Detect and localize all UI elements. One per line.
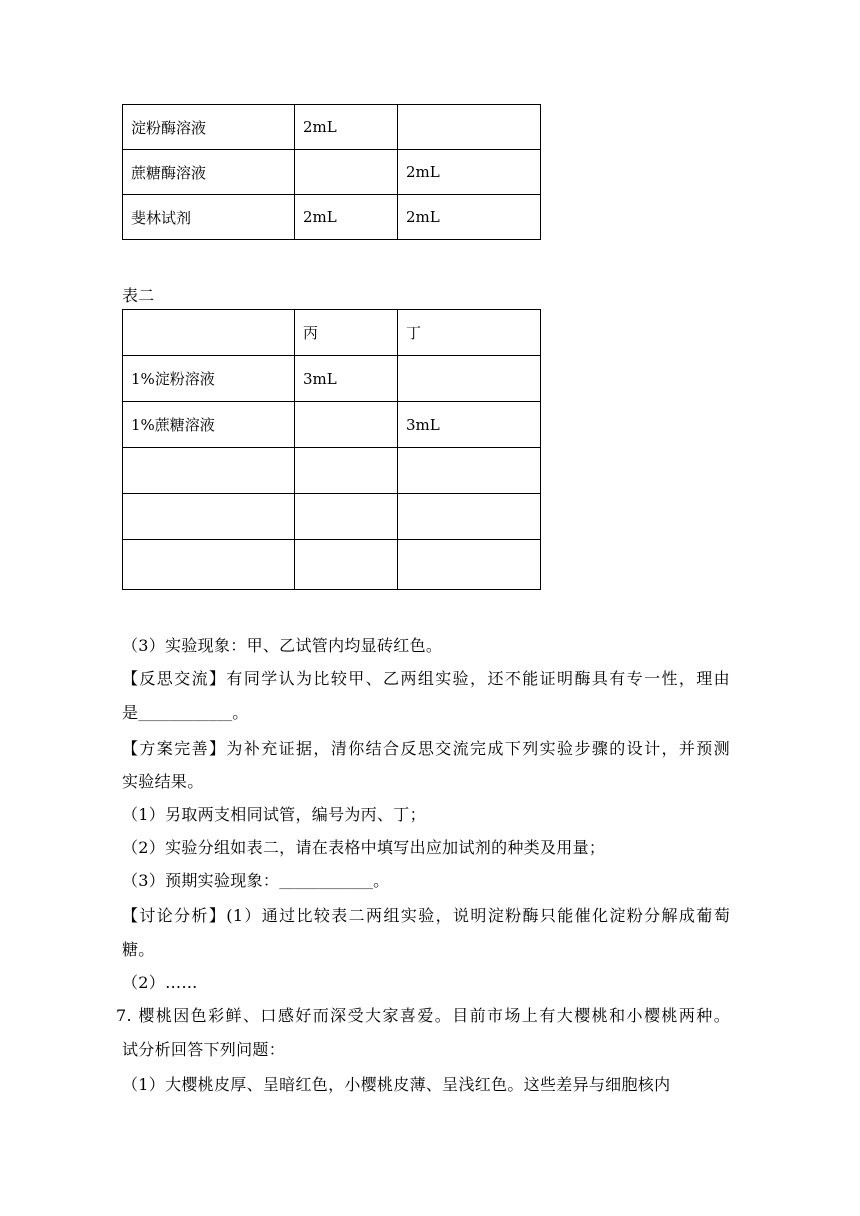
question-7-part-1: （1）大樱桃皮厚、呈暗红色，小樱桃皮薄、呈浅红色。这些差异与细胞核内 [122,1075,671,1094]
plan-line-2: 实验结果。 [122,772,204,791]
table-header-cell: 丙 [295,310,398,356]
reagent-table-1 [122,104,541,240]
table-header-cell [123,310,295,356]
table-cell [295,448,398,494]
table-cell [398,356,541,402]
table-row [123,402,541,448]
reflection-line-2 [122,700,249,723]
discussion-line-2: 糖。 [122,940,155,959]
table-cell [123,494,295,540]
table-cell: 1%淀粉溶液 [123,356,295,402]
step-1: （1）另取两支相同试管，编号为丙、丁； [122,805,426,824]
table-row [123,494,541,540]
text-fragment: 。 [232,703,249,722]
table-cell [295,150,398,195]
discussion-item-2: （2）…… [122,973,198,992]
table-cell [123,540,295,590]
table-row [123,195,541,240]
table-cell: 蔗糖酶溶液 [123,150,295,195]
discussion-line-1: 【讨论分析】(1）通过比较表二两组实验，说明淀粉酶只能催化淀粉分解成葡萄 [122,906,730,925]
text-fragment: 。 [373,871,390,890]
table-cell [398,494,541,540]
text-fragment: （3）预期实验现象： [122,871,280,890]
table-row [123,105,541,150]
table-cell: 3mL [398,402,541,448]
table-cell [123,448,295,494]
table-cell: 2mL [398,195,541,240]
table-cell [398,448,541,494]
table-caption: 表二 [122,286,155,305]
reflection-line-1: 【反思交流】有同学认为比较甲、乙两组实验，还不能证明酶具有专一性，理由 [122,669,730,688]
text-fragment: 是 [122,703,139,722]
table-cell [398,105,541,150]
reagent-table-2 [122,309,541,590]
table-cell: 斐林试剂 [123,195,295,240]
step-2: （2）实验分组如表二，请在表格中填写出应加试剂的种类及用量； [122,838,606,857]
table-header-cell: 丁 [398,310,541,356]
answer-blank: ____________ [138,707,233,722]
table-cell [295,494,398,540]
table-row [123,448,541,494]
table-cell: 1%蔗糖溶液 [123,402,295,448]
table-header-row [123,310,541,356]
question-7-line-1: 7. 樱桃因色彩鲜、口感好而深受大家喜爱。目前市场上有大樱桃和小樱桃两种。 [116,1006,730,1025]
step-3 [122,868,389,891]
table-cell: 2mL [295,195,398,240]
answer-blank: ____________ [279,875,374,890]
table-row [123,356,541,402]
plan-line-1: 【方案完善】为补充证据，清你结合反思交流完成下列实验步骤的设计，并预测 [122,739,730,758]
table-cell: 3mL [295,356,398,402]
table-row [123,150,541,195]
table-cell [398,540,541,590]
table-cell: 2mL [295,105,398,150]
table-row [123,540,541,590]
table-cell [295,402,398,448]
question-7-line-2: 试分析回答下列问题： [122,1040,286,1059]
table-cell: 淀粉酶溶液 [123,105,295,150]
table-cell [295,540,398,590]
experiment-observation: （3）实验现象：甲、乙试管内均显砖红色。 [122,636,443,655]
table-cell: 2mL [398,150,541,195]
